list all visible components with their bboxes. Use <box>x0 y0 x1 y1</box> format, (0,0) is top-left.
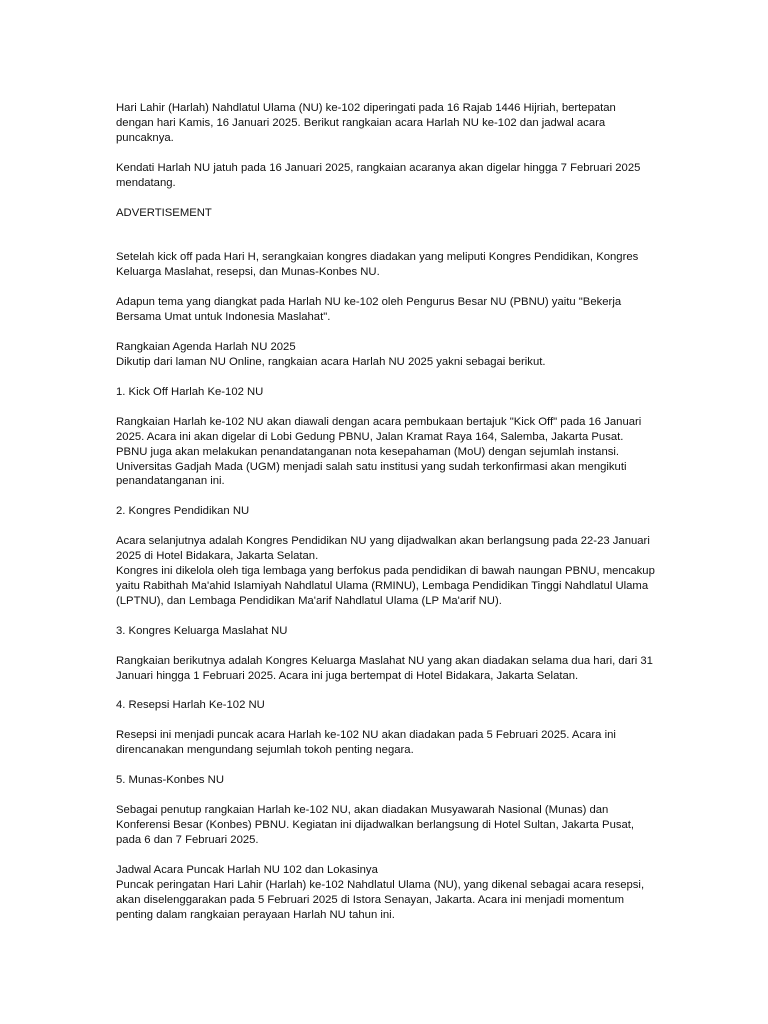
heading-resepsi: 4. Resepsi Harlah Ke-102 NU <box>116 699 265 712</box>
heading-agenda: Rangkaian Agenda Harlah NU 2025 <box>116 341 296 354</box>
heading-kick-off: 1. Kick Off Harlah Ke-102 NU <box>116 385 264 398</box>
paragraph-kick-off: Rangkaian Harlah ke-102 NU akan diawali dengan acara pembukaan bertajuk "Kick Off" pada 16 Januari 2025. Acara ini akan digelar di Lobi Gedung PBNU, Jalan Kramat Raya 164, Salemba, Jakarta Pusat. <box>116 415 642 443</box>
heading-munas-konbes: 5. Munas-Konbes NU <box>116 774 224 787</box>
paragraph-jadwal-puncak: Puncak peringatan Hari Lahir (Harlah) ke-102 Nahdlatul Ulama (NU), yang dikenal sebagai acara resepsi, akan diselenggarakan pada 5 Februari 2025 di Istora Senayan, Jakarta. Acara ini menjadi momentum penting dalam rangkaian perayaan Harlah NU tahun ini. <box>116 878 645 921</box>
heading-kongres-pendidikan: 2. Kongres Pendidikan NU <box>116 505 250 518</box>
paragraph-mou: PBNU juga akan melakukan penandatanganan nota kesepahaman (MoU) dengan sejumlah instansi. Universitas Gadjah Mada (UGM) menjadi salah satu institusi yang sudah terkonfirmasi akan mengikuti penandatanganan ini. <box>116 445 627 488</box>
paragraph-source: Dikutip dari laman NU Online, rangkaian acara Harlah NU 2025 yakni sebagai berikut. <box>116 355 546 368</box>
paragraph-munas-konbes: Sebagai penutup rangkaian Harlah ke-102 NU, akan diadakan Musyawarah Nasional (Munas) dan Konferensi Besar (Konbes) PBNU. Kegiatan ini dijadwalkan berlangsung di Hotel Sultan, Jakarta Pusat, pada 6 dan 7 Februari 2025. <box>116 804 635 846</box>
paragraph-intro: Hari Lahir (Harlah) Nahdlatul Ulama (NU) ke-102 diperingati pada 16 Rajab 1446 Hijriah, bertepatan dengan hari Kamis, 16 Januari 2025. Berikut rangkaian acara Harlah NU ke-102 dan jadwal acara puncaknya. <box>116 102 616 144</box>
paragraph-resepsi: Resepsi ini menjadi puncak acara Harlah ke-102 NU akan diadakan pada 5 Februari 2025. Acara ini direncanakan mengundang sejumlah tokoh penting negara. <box>116 729 616 757</box>
advertisement-label: ADVERTISEMENT <box>116 206 212 219</box>
document-body <box>116 101 656 922</box>
paragraph-kongres-keluarga: Rangkaian berikutnya adalah Kongres Keluarga Maslahat NU yang akan diadakan selama dua hari, dari 31 Januari hingga 1 Februari 2025. Acara ini juga bertempat di Hotel Bidakara, Jakarta Selatan. <box>116 654 653 682</box>
paragraph-theme: Adapun tema yang diangkat pada Harlah NU ke-102 oleh Pengurus Besar NU (PBNU) yaitu "Bekerja Bersama Umat untuk Indonesia Maslahat". <box>116 296 622 324</box>
paragraph-schedule-note: Kendati Harlah NU jatuh pada 16 Januari 2025, rangkaian acaranya akan digelar hingga 7 Februari 2025 mendatang. <box>116 161 641 189</box>
paragraph-kongres-lembaga: Kongres ini dikelola oleh tiga lembaga yang berfokus pada pendidikan di bawah naungan PBNU, mencakup yaitu Rabithah Ma'ahid Islamiyah Nahdlatul Ulama (RMINU), Lembaga Pendidikan Tinggi Nahdlatul Ulama (LPTNU), dan Lembaga Pendidikan Ma'arif Nahdlatul Ulama (LP Ma'arif NU). <box>116 565 655 607</box>
heading-kongres-keluarga: 3. Kongres Keluarga Maslahat NU <box>116 624 288 637</box>
heading-jadwal-puncak: Jadwal Acara Puncak Harlah NU 102 dan Lokasinya <box>116 863 378 876</box>
paragraph-kick-off-overview: Setelah kick off pada Hari H, serangkaian kongres diadakan yang meliputi Kongres Pendidikan, Kongres Keluarga Maslahat, resepsi, dan Munas-Konbes NU. <box>116 251 639 279</box>
paragraph-kongres-pendidikan: Acara selanjutnya adalah Kongres Pendidikan NU yang dijadwalkan akan berlangsung pada 22-23 Januari 2025 di Hotel Bidakara, Jakarta Selatan. <box>116 535 650 563</box>
